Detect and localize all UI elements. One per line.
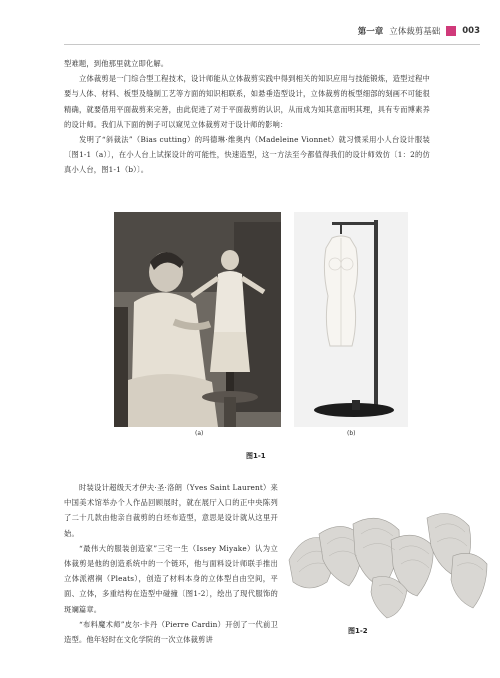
paragraph: “最伟大的服装创造家”三宅一生（Issey Miyake）认为立体裁剪是他的创造系统中的一个链环，他与面料设计师联手推出立体派褶裥（Pleats），创造了材料本身的立体型自由空间，平面、立体，多重结构在造型中碰撞〔图1-2〕，绘出了现代服饰的斑斓篇章。 (64, 543, 278, 614)
figure-1-1a-caption: (a) (195, 430, 204, 437)
figure-1-1b-photo (294, 212, 408, 427)
dress-form-illustration (294, 212, 408, 427)
accent-square-icon (446, 26, 456, 36)
figure-1-1b-caption: (b) (347, 430, 356, 437)
chapter-label: 第一章 (357, 27, 384, 37)
body-text-bottom (64, 480, 278, 647)
paragraph: “布料魔术师”皮尔·卡丹（Pierre Cardin）开创了一代前卫造型。他年轻时在文化学院的一次立体裁剪讲 (64, 619, 278, 645)
vintage-photo-illustration (114, 212, 281, 427)
header-rule (64, 44, 480, 45)
figure-1-1-label: 图1-1 (246, 452, 266, 460)
pleats-sculpture-illustration (283, 500, 491, 620)
page-number: 003 (462, 26, 480, 36)
paragraph: 立体裁剪是一门综合型工程技术，设计师能从立体裁剪实践中得到相关的知识应用与技能锻炼，造型过程中要与人体、材料、板型及缝制工艺等方面的知识相联系，如悬垂造型设计，立体裁剪的板型细部的刻画不可能很精确，就要借用平面裁剪来完善，由此促进了对于平面裁剪的认识，从而成为知其意而明其理，具有专而博素养的设计师。我们从下面的例子可以窥见立体裁剪对于设计师的影响： (64, 74, 430, 129)
figure-1-2-label: 图1-2 (348, 627, 368, 635)
figure-1-2-photo (283, 500, 491, 620)
section-title: 立体裁剪基础 (389, 27, 441, 37)
paragraph: 发明了“斜裁法”（Bias cutting）的玛德琳·维奥内（Madeleine Vionnet）就习惯采用小人台设计服装〔图1-1（a）〕，在小人台上试探设计的可能性，快速造型，这一方法至今都值得我们的设计师效仿〔1：2的仿真小人台，图1-1（b）〕。 (64, 135, 430, 175)
paragraph: 型难题，到他那里就立即化解。 (64, 59, 169, 68)
running-header (358, 20, 480, 42)
body-text-top (64, 56, 430, 178)
paragraph: 时装设计超级天才伊夫·圣·洛朗（Yves Saint Laurent）来中国美术馆举办个人作品回顾展时，就在展厅入口的正中央陈列了二十几款由他亲自裁剪的白坯布造型，意思是设计就从这里开始。 (64, 483, 278, 538)
figure-1-1a-photo (114, 212, 281, 427)
